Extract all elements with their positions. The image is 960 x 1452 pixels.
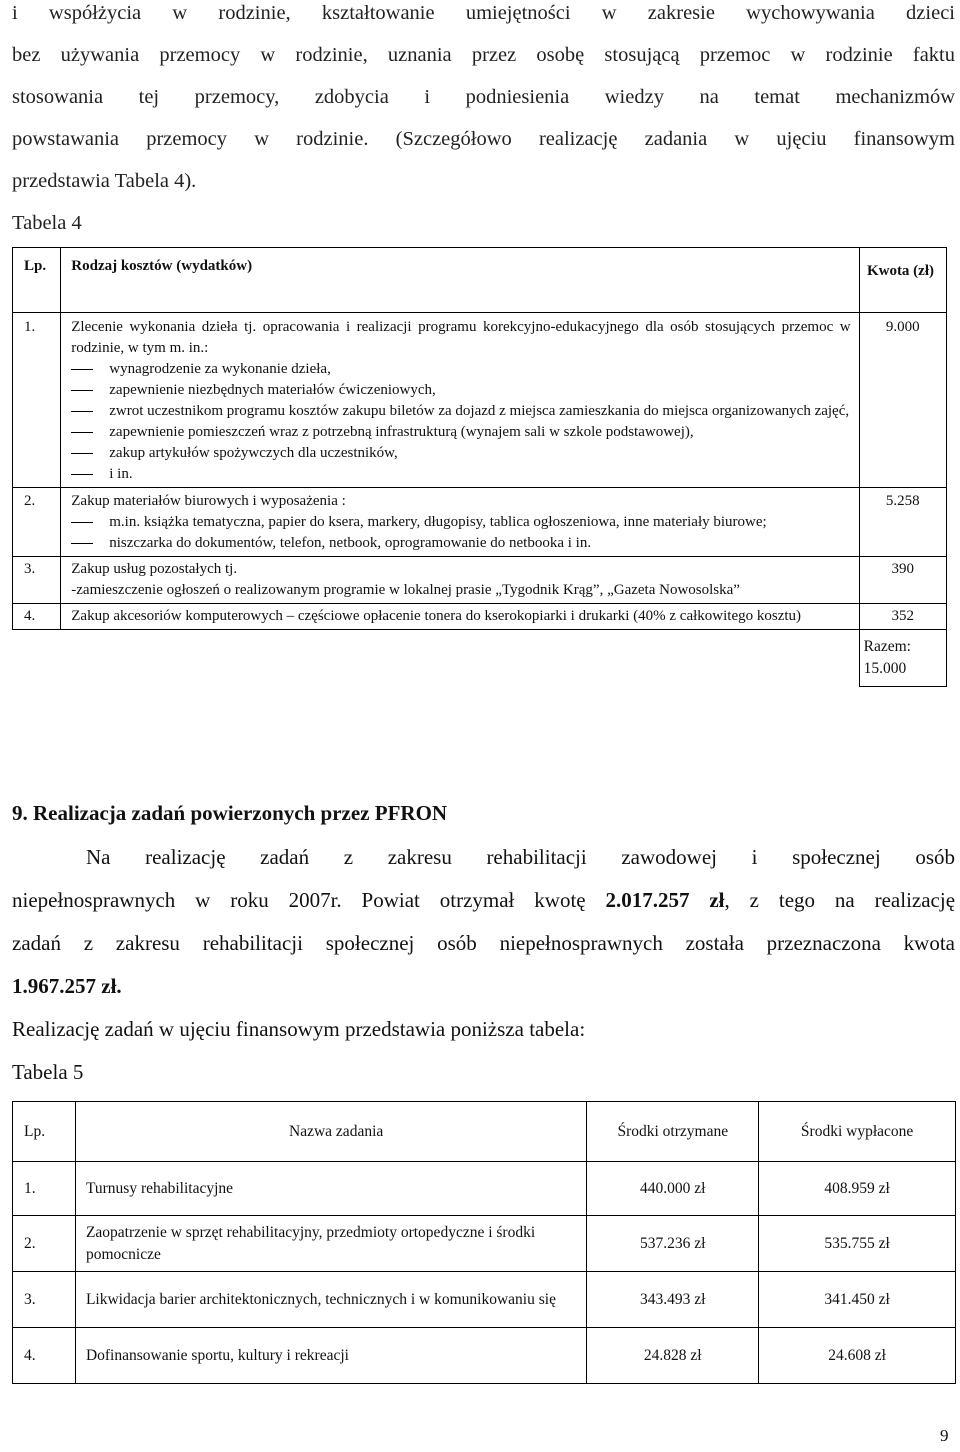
section9-line-2-b: , z tego na realizację [724, 888, 956, 912]
table5-row4-lp: 4. [13, 1328, 76, 1384]
intro-line-4: powstawania przemocy w rodzinie. (Szczegółowo realizację zadania w ujęciu finansowym [12, 128, 955, 150]
table4-row4-lp: 4. [13, 604, 61, 630]
section-title: Realizacja zadań powierzonych przez PFRON [33, 801, 448, 825]
table-4 [12, 247, 947, 687]
table-row [13, 1272, 956, 1328]
list-item: zapewnienie pomieszczeń wraz z potrzebną infrastrukturą (wynajem sali w szkole podstawowej), [71, 422, 850, 443]
table4-total-label: Razem: [863, 638, 911, 655]
table-5 [12, 1101, 956, 1384]
table4-row1-items [71, 359, 850, 485]
table4-row1-amount: 9.000 [859, 313, 946, 488]
section9-amount-received: 2.017.257 zł [605, 888, 725, 912]
list-item: wynagrodzenie za wykonanie dzieła, [71, 359, 850, 380]
table5-row2-name: Zaopatrzenie w sprzęt rehabilitacyjny, przedmioty ortopedyczne i środki pomocnicze [75, 1216, 586, 1272]
list-item: zapewnienie niezbędnych materiałów ćwiczeniowych, [71, 380, 850, 401]
table4-row1-content [61, 313, 859, 488]
table4-header-amount: Kwota (zł) [859, 248, 946, 313]
table4-total [859, 630, 946, 687]
table5-header-received: Środki otrzymane [587, 1102, 759, 1162]
table-row [13, 1216, 956, 1272]
table4-row1-title: Zlecenie wykonania dzieła tj. opracowania i realizacji programu korekcyjno-edukacyjnego dla osób stosujących przemoc w rodzinie, w tym m. in.: [71, 319, 851, 356]
table4-row2-content [61, 488, 859, 557]
table4-row4-title: Zakup akcesoriów komputerowych – częściowe opłacenie tonera do kserokopiarki i drukarki (40% z całkowitego kosztu) [71, 608, 802, 624]
table4-header-lp: Lp. [13, 248, 61, 313]
table4-header-name: Rodzaj kosztów (wydatków) [61, 248, 859, 313]
table4-row4-amount: 352 [859, 604, 946, 630]
table5-header-row [13, 1102, 956, 1162]
table5-row1-name: Turnusy rehabilitacyjne [75, 1162, 586, 1216]
list-item: zwrot uczestnikom programu kosztów zakupu biletów za dojazd z miejsca zamieszkania do miejsca organizowanych zajęć, [71, 401, 850, 422]
table-row [13, 313, 947, 488]
table5-header-name: Nazwa zadania [75, 1102, 586, 1162]
intro-line-5: przedstawia Tabela 4). [12, 170, 197, 192]
table5-header-lp: Lp. [13, 1102, 76, 1162]
table4-row3-content [61, 557, 859, 604]
table5-row3-lp: 3. [13, 1272, 76, 1328]
table5-row1-received: 440.000 zł [587, 1162, 759, 1216]
table4-row3-text: -zamieszczenie ogłoszeń o realizowanym programie w lokalnej prasie „Tygodnik Krąg”, „Gazeta Nowosolska” [71, 582, 740, 598]
table4-row2-items [71, 512, 850, 554]
table5-row2-lp: 2. [13, 1216, 76, 1272]
table4-total-row [13, 630, 947, 687]
table5-header-paid: Środki wypłacone [759, 1102, 956, 1162]
table4-row2-title: Zakup materiałów biurowych i wyposażenia : [71, 493, 346, 509]
table5-row3-received: 343.493 zł [587, 1272, 759, 1328]
table5-row2-paid: 535.755 zł [759, 1216, 956, 1272]
table5-row4-received: 24.828 zł [587, 1328, 759, 1384]
table4-row4-content [61, 604, 859, 630]
intro-line-2: bez używania przemocy w rodzinie, uznania przez osobę stosującą przemoc w rodzinie faktu [12, 44, 955, 66]
table5-row4-name: Dofinansowanie sportu, kultury i rekreacji [75, 1328, 586, 1384]
table4-row2-lp: 2. [13, 488, 61, 557]
table5-row1-paid: 408.959 zł [759, 1162, 956, 1216]
page-number: 9 [940, 1426, 949, 1445]
section-number: 9. [12, 801, 28, 825]
table4-row3-title: Zakup usług pozostałych tj. [71, 561, 238, 577]
table-row [13, 557, 947, 604]
list-item: i in. [71, 464, 850, 485]
intro-line-3: stosowania tej przemocy, zdobycia i podniesienia wiedzy na temat mechanizmów [12, 86, 955, 108]
table5-row1-lp: 1. [13, 1162, 76, 1216]
list-item: zakup artykułów spożywczych dla uczestników, [71, 443, 850, 464]
list-item: niszczarka do dokumentów, telefon, netbook, oprogramowanie do netbooka i in. [71, 533, 850, 554]
table4-row2-amount: 5.258 [859, 488, 946, 557]
table-row [13, 488, 947, 557]
table5-caption: Tabela 5 [12, 1060, 84, 1084]
table4-row3-lp: 3. [13, 557, 61, 604]
section9-line-2-a: niepełnosprawnych w roku 2007r. Powiat otrzymał kwotę [12, 888, 606, 912]
table4-caption: Tabela 4 [12, 212, 82, 234]
table5-row2-received: 537.236 zł [587, 1216, 759, 1272]
table5-row4-paid: 24.608 zł [759, 1328, 956, 1384]
table-row [13, 1328, 956, 1384]
section-heading [12, 801, 447, 826]
section9-line-3: zadań z zakresu rehabilitacji społecznej osób niepełnosprawnych została przeznaczona kwota [12, 931, 955, 955]
section9-amount-social: 1.967.257 zł. [12, 974, 122, 998]
list-item: m.in. książka tematyczna, papier do ksera, markery, długopisy, tablica ogłoszeniowa, inne materiały biurowe; [71, 512, 850, 533]
section9-line-5: Realizację zadań w ujęciu finansowym przedstawia poniższa tabela: [12, 1017, 586, 1041]
table4-row3-amount: 390 [859, 557, 946, 604]
section9-line-1: Na realizację zadań z zakresu rehabilitacji zawodowej i społecznej osób [86, 845, 955, 869]
table4-total-value: 15.000 [863, 660, 907, 677]
table5-row3-paid: 341.450 zł [759, 1272, 956, 1328]
table5-row3-name: Likwidacja barier architektonicznych, technicznych i w komunikowaniu się [75, 1272, 586, 1328]
table4-header-row [13, 248, 947, 313]
table4-row1-lp: 1. [13, 313, 61, 488]
table-row [13, 604, 947, 630]
intro-line-1: i współżycia w rodzinie, kształtowanie umiejętności w zakresie wychowywania dzieci [12, 2, 955, 24]
section9-line-2 [12, 888, 955, 913]
table-row [13, 1162, 956, 1216]
